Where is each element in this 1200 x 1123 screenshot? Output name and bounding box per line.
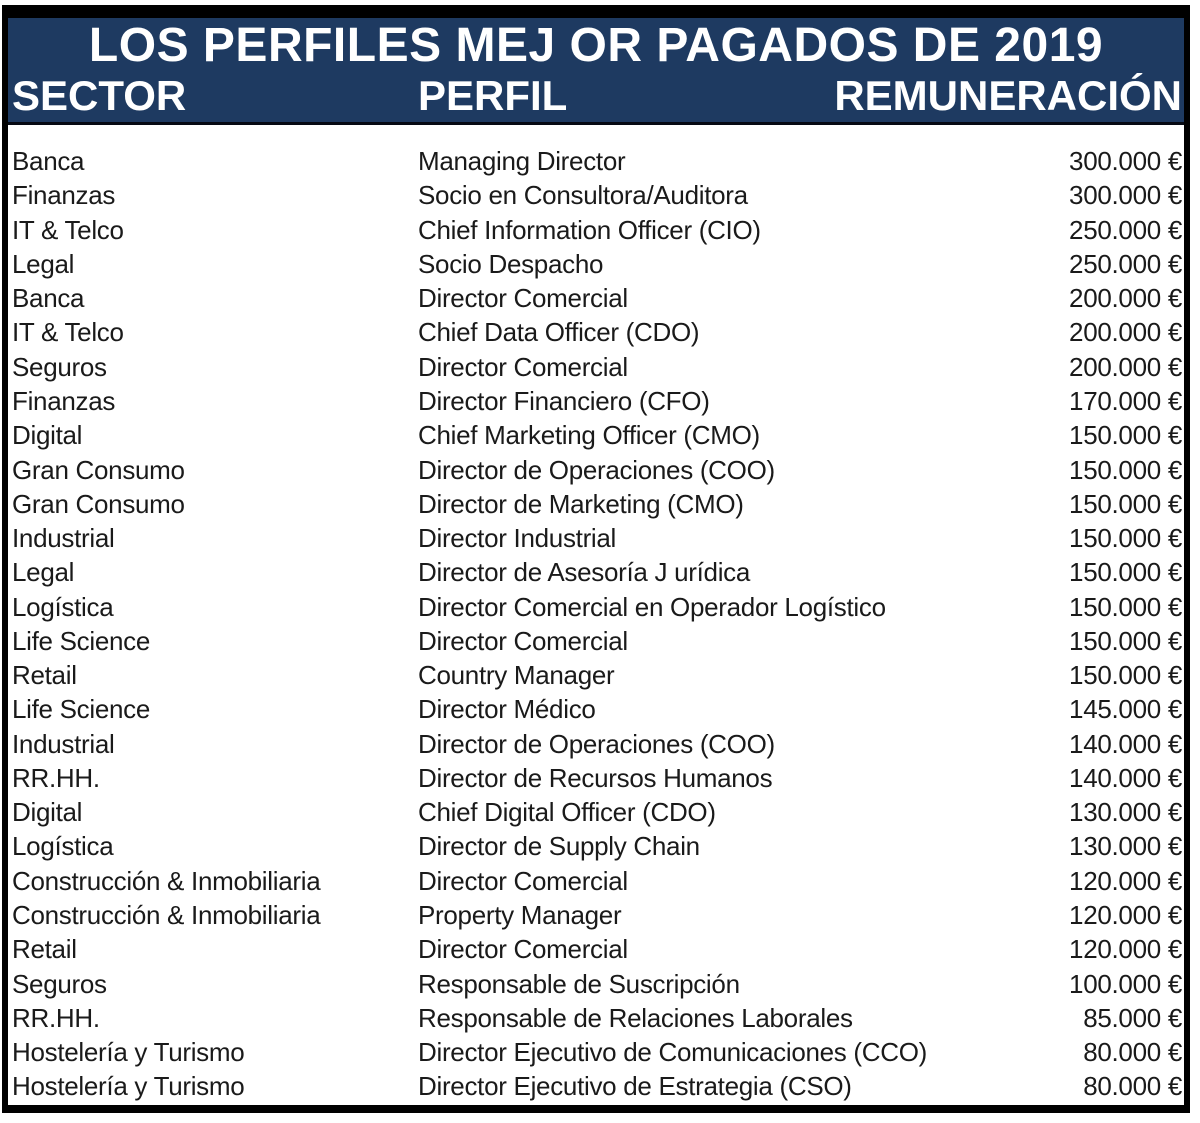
table-body <box>8 125 1184 1103</box>
row-cell-sector: Seguros <box>12 351 107 382</box>
row-cell-remuneracion: 150.000 € <box>1069 420 1182 451</box>
row-cell-perfil: Director de Asesoría J urídica <box>418 557 751 588</box>
table-row <box>8 1069 1184 1103</box>
row-cell-sector: Hostelería y Turismo <box>12 1071 245 1102</box>
table-title: LOS PERFILES MEJ OR PAGADOS DE 2019 <box>88 19 1104 72</box>
table-row <box>8 761 1184 795</box>
table-row <box>8 727 1184 761</box>
row-cell-perfil: Country Manager <box>418 660 615 691</box>
table-row <box>8 350 1184 384</box>
row-cell-sector: Construcción & Inmobiliaria <box>12 899 321 930</box>
table-row <box>8 452 1184 486</box>
row-cell-perfil: Chief Digital Officer (CDO) <box>418 797 716 828</box>
row-cell-remuneracion: 150.000 € <box>1069 591 1182 622</box>
table-row <box>8 795 1184 829</box>
row-cell-perfil: Director Ejecutivo de Comunicaciones (CCO) <box>418 1037 928 1068</box>
row-cell-perfil: Director Comercial <box>418 351 628 382</box>
row-cell-perfil: Socio Despacho <box>418 248 604 279</box>
row-cell-sector: Digital <box>12 797 83 828</box>
row-cell-perfil: Director Comercial <box>418 283 628 314</box>
row-cell-sector: Life Science <box>12 694 151 725</box>
row-cell-remuneracion: 85.000 € <box>1083 1002 1182 1033</box>
table-row <box>8 178 1184 212</box>
table-row <box>8 555 1184 589</box>
row-cell-sector: Gran Consumo <box>12 488 185 519</box>
row-cell-sector: Logística <box>12 831 114 862</box>
table-row <box>8 213 1184 247</box>
table-row <box>8 281 1184 315</box>
row-cell-perfil: Director de Operaciones (COO) <box>418 728 775 759</box>
table-row <box>8 418 1184 452</box>
row-cell-sector: Hostelería y Turismo <box>12 1037 245 1068</box>
table-row <box>8 692 1184 726</box>
row-cell-remuneracion: 140.000 € <box>1069 728 1182 759</box>
table-header-band <box>8 18 1184 125</box>
row-cell-sector: Legal <box>12 248 75 279</box>
row-cell-sector: Gran Consumo <box>12 454 185 485</box>
row-cell-sector: Digital <box>12 420 83 451</box>
table-row <box>8 1035 1184 1069</box>
row-cell-sector: Logística <box>12 591 114 622</box>
row-cell-perfil: Socio en Consultora/Auditora <box>418 180 748 211</box>
row-cell-remuneracion: 130.000 € <box>1069 831 1182 862</box>
column-header-remuneracion: REMUNERACIÓN <box>834 72 1182 119</box>
row-cell-perfil: Director Financiero (CFO) <box>418 385 710 416</box>
row-cell-remuneracion: 200.000 € <box>1069 317 1182 348</box>
row-cell-perfil: Director de Marketing (CMO) <box>418 488 744 519</box>
row-cell-sector: Legal <box>12 557 75 588</box>
row-cell-remuneracion: 300.000 € <box>1069 180 1182 211</box>
row-cell-perfil: Director Industrial <box>418 523 617 554</box>
row-cell-sector: Retail <box>12 660 77 691</box>
table-row <box>8 521 1184 555</box>
row-cell-perfil: Director Ejecutivo de Estrategia (CSO) <box>418 1071 852 1102</box>
table-row <box>8 658 1184 692</box>
table-row <box>8 384 1184 418</box>
row-cell-remuneracion: 120.000 € <box>1069 934 1182 965</box>
row-cell-sector: Industrial <box>12 523 115 554</box>
row-cell-perfil: Director de Operaciones (COO) <box>418 454 775 485</box>
row-cell-remuneracion: 300.000 € <box>1069 146 1182 177</box>
row-cell-sector: IT & Telco <box>12 214 124 245</box>
column-header-row <box>8 72 1184 119</box>
row-cell-perfil: Managing Director <box>418 146 626 177</box>
row-cell-remuneracion: 120.000 € <box>1069 899 1182 930</box>
row-cell-remuneracion: 80.000 € <box>1083 1037 1182 1068</box>
row-cell-sector: Banca <box>12 283 85 314</box>
table-row <box>8 144 1184 178</box>
table-row <box>8 966 1184 1000</box>
row-cell-perfil: Director Comercial <box>418 625 628 656</box>
row-cell-perfil: Responsable de Suscripción <box>418 968 740 999</box>
row-cell-sector: Construcción & Inmobiliaria <box>12 865 321 896</box>
row-cell-sector: RR.HH. <box>12 1002 100 1033</box>
row-cell-remuneracion: 150.000 € <box>1069 625 1182 656</box>
row-cell-remuneracion: 100.000 € <box>1069 968 1182 999</box>
salary-table <box>2 5 1190 1113</box>
row-cell-sector: Retail <box>12 934 77 965</box>
table-row <box>8 247 1184 281</box>
table-row <box>8 829 1184 863</box>
row-cell-remuneracion: 150.000 € <box>1069 454 1182 485</box>
row-cell-sector: RR.HH. <box>12 762 100 793</box>
column-header-sector: SECTOR <box>12 72 187 119</box>
row-cell-perfil: Director de Supply Chain <box>418 831 700 862</box>
row-cell-sector: Finanzas <box>12 180 116 211</box>
table-row <box>8 315 1184 349</box>
row-cell-remuneracion: 200.000 € <box>1069 283 1182 314</box>
row-cell-sector: IT & Telco <box>12 317 124 348</box>
row-cell-perfil: Responsable de Relaciones Laborales <box>418 1002 853 1033</box>
table-row <box>8 487 1184 521</box>
row-cell-remuneracion: 250.000 € <box>1069 214 1182 245</box>
column-header-perfil: PERFIL <box>418 72 568 119</box>
row-cell-sector: Banca <box>12 146 85 177</box>
table-row <box>8 898 1184 932</box>
row-cell-remuneracion: 170.000 € <box>1069 385 1182 416</box>
row-cell-perfil: Chief Data Officer (CDO) <box>418 317 700 348</box>
row-cell-perfil: Director de Recursos Humanos <box>418 762 773 793</box>
row-cell-remuneracion: 150.000 € <box>1069 523 1182 554</box>
table-row <box>8 864 1184 898</box>
row-cell-remuneracion: 200.000 € <box>1069 351 1182 382</box>
row-cell-remuneracion: 80.000 € <box>1083 1071 1182 1102</box>
row-cell-remuneracion: 130.000 € <box>1069 797 1182 828</box>
row-cell-perfil: Director Médico <box>418 694 596 725</box>
row-cell-remuneracion: 120.000 € <box>1069 865 1182 896</box>
row-cell-sector: Industrial <box>12 728 115 759</box>
row-cell-perfil: Director Comercial <box>418 865 628 896</box>
table-row <box>8 624 1184 658</box>
row-cell-remuneracion: 145.000 € <box>1069 694 1182 725</box>
row-cell-sector: Life Science <box>12 625 151 656</box>
table-row <box>8 1001 1184 1035</box>
row-cell-remuneracion: 150.000 € <box>1069 488 1182 519</box>
row-cell-sector: Seguros <box>12 968 107 999</box>
row-cell-remuneracion: 250.000 € <box>1069 248 1182 279</box>
row-cell-remuneracion: 140.000 € <box>1069 762 1182 793</box>
row-cell-perfil: Director Comercial en Operador Logístico <box>418 591 886 622</box>
row-cell-perfil: Chief Information Officer (CIO) <box>418 214 761 245</box>
row-cell-remuneracion: 150.000 € <box>1069 557 1182 588</box>
row-cell-remuneracion: 150.000 € <box>1069 660 1182 691</box>
table-row <box>8 932 1184 966</box>
table-row <box>8 589 1184 623</box>
row-cell-perfil: Property Manager <box>418 899 622 930</box>
row-cell-perfil: Chief Marketing Officer (CMO) <box>418 420 760 451</box>
row-cell-perfil: Director Comercial <box>418 934 628 965</box>
row-cell-sector: Finanzas <box>12 385 116 416</box>
